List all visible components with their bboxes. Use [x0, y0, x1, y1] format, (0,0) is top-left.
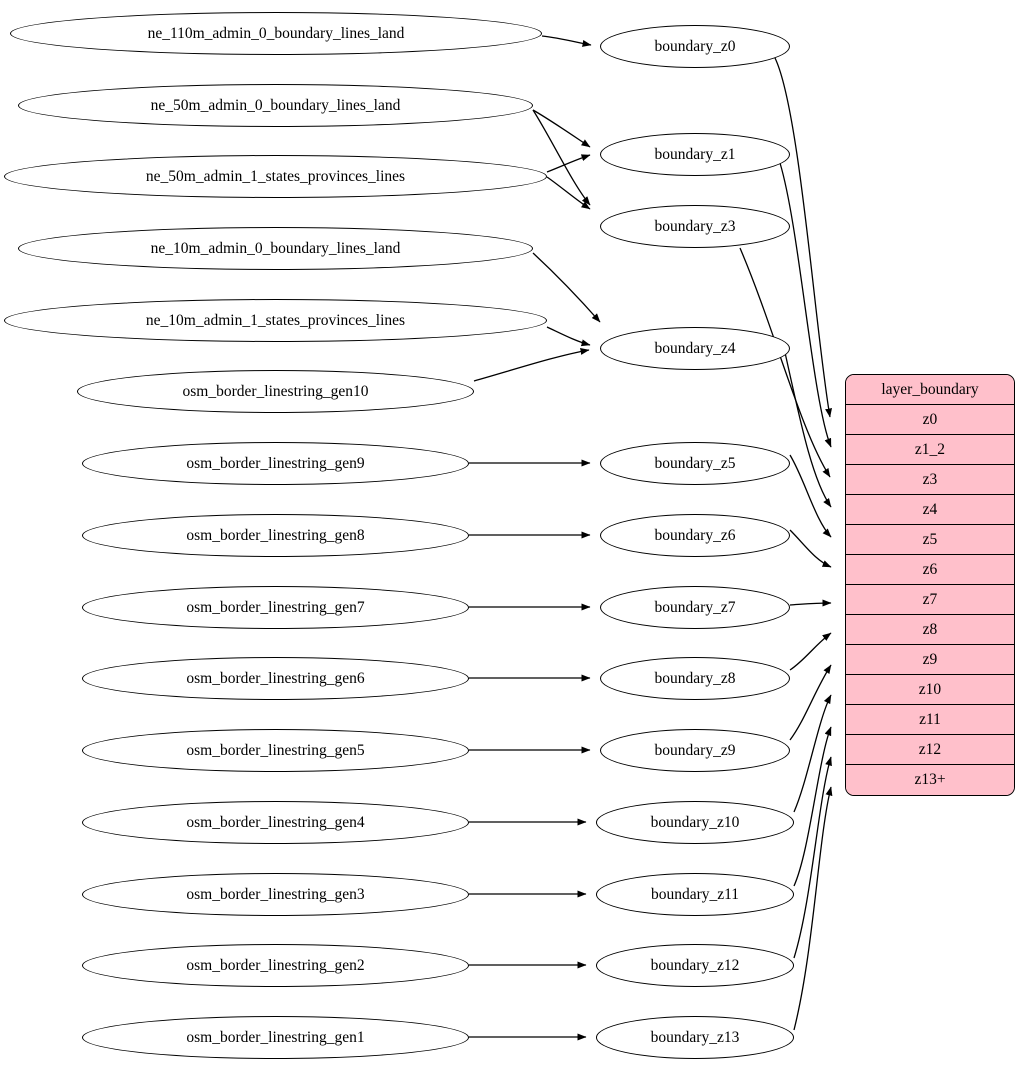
node-label: boundary_z4: [654, 339, 736, 357]
node-label: osm_border_linestring_gen8: [186, 526, 365, 544]
node-boundary-z10[interactable]: [596, 801, 794, 844]
node-label: boundary_z5: [654, 454, 736, 472]
node-label: osm_border_linestring_gen2: [186, 956, 365, 974]
node-ne-50m-admin-1-states-provinces-lines[interactable]: [4, 155, 547, 198]
node-label: ne_50m_admin_1_states_provinces_lines: [145, 167, 406, 185]
node-label: ne_10m_admin_0_boundary_lines_land: [150, 239, 401, 257]
layer-boundary-row-z8[interactable]: z8: [846, 615, 1014, 645]
node-osm-border-linestring-gen3[interactable]: [82, 873, 469, 916]
node-label: boundary_z6: [654, 526, 736, 544]
node-boundary-z7[interactable]: [600, 586, 790, 629]
node-boundary-z4[interactable]: [600, 327, 790, 370]
layer-boundary-row-z0[interactable]: z0: [846, 405, 1014, 435]
layer-boundary-row-z9[interactable]: z9: [846, 645, 1014, 675]
node-boundary-z8[interactable]: [600, 657, 790, 700]
node-label: osm_border_linestring_gen3: [186, 885, 365, 903]
layer-boundary-row-z6[interactable]: z6: [846, 555, 1014, 585]
node-boundary-z11[interactable]: [596, 873, 794, 916]
node-label: osm_border_linestring_gen5: [186, 741, 365, 759]
node-ne-10m-admin-1-states-provinces-lines[interactable]: [4, 299, 547, 342]
node-osm-border-linestring-gen9[interactable]: [82, 442, 469, 485]
node-boundary-z12[interactable]: [596, 944, 794, 987]
layer-boundary-row-z5[interactable]: z5: [846, 525, 1014, 555]
node-ne-50m-admin-0-boundary-lines-land[interactable]: [18, 84, 533, 127]
node-label: boundary_z10: [650, 813, 740, 831]
layer-boundary-row-z1_2[interactable]: z1_2: [846, 435, 1014, 465]
node-label: ne_50m_admin_0_boundary_lines_land: [150, 96, 401, 114]
layer-boundary-row-z10[interactable]: z10: [846, 675, 1014, 705]
node-label: boundary_z11: [650, 885, 740, 903]
node-osm-border-linestring-gen7[interactable]: [82, 586, 469, 629]
node-ne-10m-admin-0-boundary-lines-land[interactable]: [18, 227, 533, 270]
node-osm-border-linestring-gen1[interactable]: [82, 1016, 469, 1059]
layer-boundary-row-z13plus[interactable]: z13+: [846, 765, 1014, 795]
node-boundary-z0[interactable]: [600, 25, 790, 68]
node-osm-border-linestring-gen4[interactable]: [82, 801, 469, 844]
node-boundary-z1[interactable]: [600, 133, 790, 176]
node-label: boundary_z3: [654, 217, 736, 235]
layer-boundary-title: layer_boundary: [846, 375, 1014, 405]
node-label: osm_border_linestring_gen7: [186, 598, 365, 616]
node-osm-border-linestring-gen6[interactable]: [82, 657, 469, 700]
node-label: osm_border_linestring_gen4: [186, 813, 365, 831]
layer-boundary-row-z7[interactable]: z7: [846, 585, 1014, 615]
node-label: osm_border_linestring_gen1: [186, 1028, 365, 1046]
node-label: boundary_z0: [654, 37, 736, 55]
node-layer-boundary[interactable]: [845, 374, 1015, 796]
node-label: boundary_z13: [650, 1028, 740, 1046]
node-label: boundary_z12: [650, 956, 740, 974]
node-label: osm_border_linestring_gen9: [186, 454, 365, 472]
node-label: boundary_z8: [654, 669, 736, 687]
node-boundary-z3[interactable]: [600, 205, 790, 248]
node-label: ne_110m_admin_0_boundary_lines_land: [147, 24, 405, 42]
layer-boundary-row-z11[interactable]: z11: [846, 705, 1014, 735]
layer-boundary-row-z12[interactable]: z12: [846, 735, 1014, 765]
node-ne-110m-admin-0-boundary-lines-land[interactable]: [10, 12, 542, 55]
layer-boundary-row-z3[interactable]: z3: [846, 465, 1014, 495]
node-label: boundary_z1: [654, 145, 736, 163]
node-label: boundary_z7: [654, 598, 736, 616]
node-osm-border-linestring-gen10[interactable]: [77, 370, 474, 413]
node-label: osm_border_linestring_gen10: [182, 382, 369, 400]
node-boundary-z13[interactable]: [596, 1016, 794, 1059]
node-osm-border-linestring-gen2[interactable]: [82, 944, 469, 987]
layer-boundary-row-z4[interactable]: z4: [846, 495, 1014, 525]
node-boundary-z5[interactable]: [600, 442, 790, 485]
node-boundary-z6[interactable]: [600, 514, 790, 557]
node-boundary-z9[interactable]: [600, 729, 790, 772]
node-label: osm_border_linestring_gen6: [186, 669, 365, 687]
node-label: boundary_z9: [654, 741, 736, 759]
node-osm-border-linestring-gen8[interactable]: [82, 514, 469, 557]
node-osm-border-linestring-gen5[interactable]: [82, 729, 469, 772]
node-label: ne_10m_admin_1_states_provinces_lines: [145, 311, 406, 329]
